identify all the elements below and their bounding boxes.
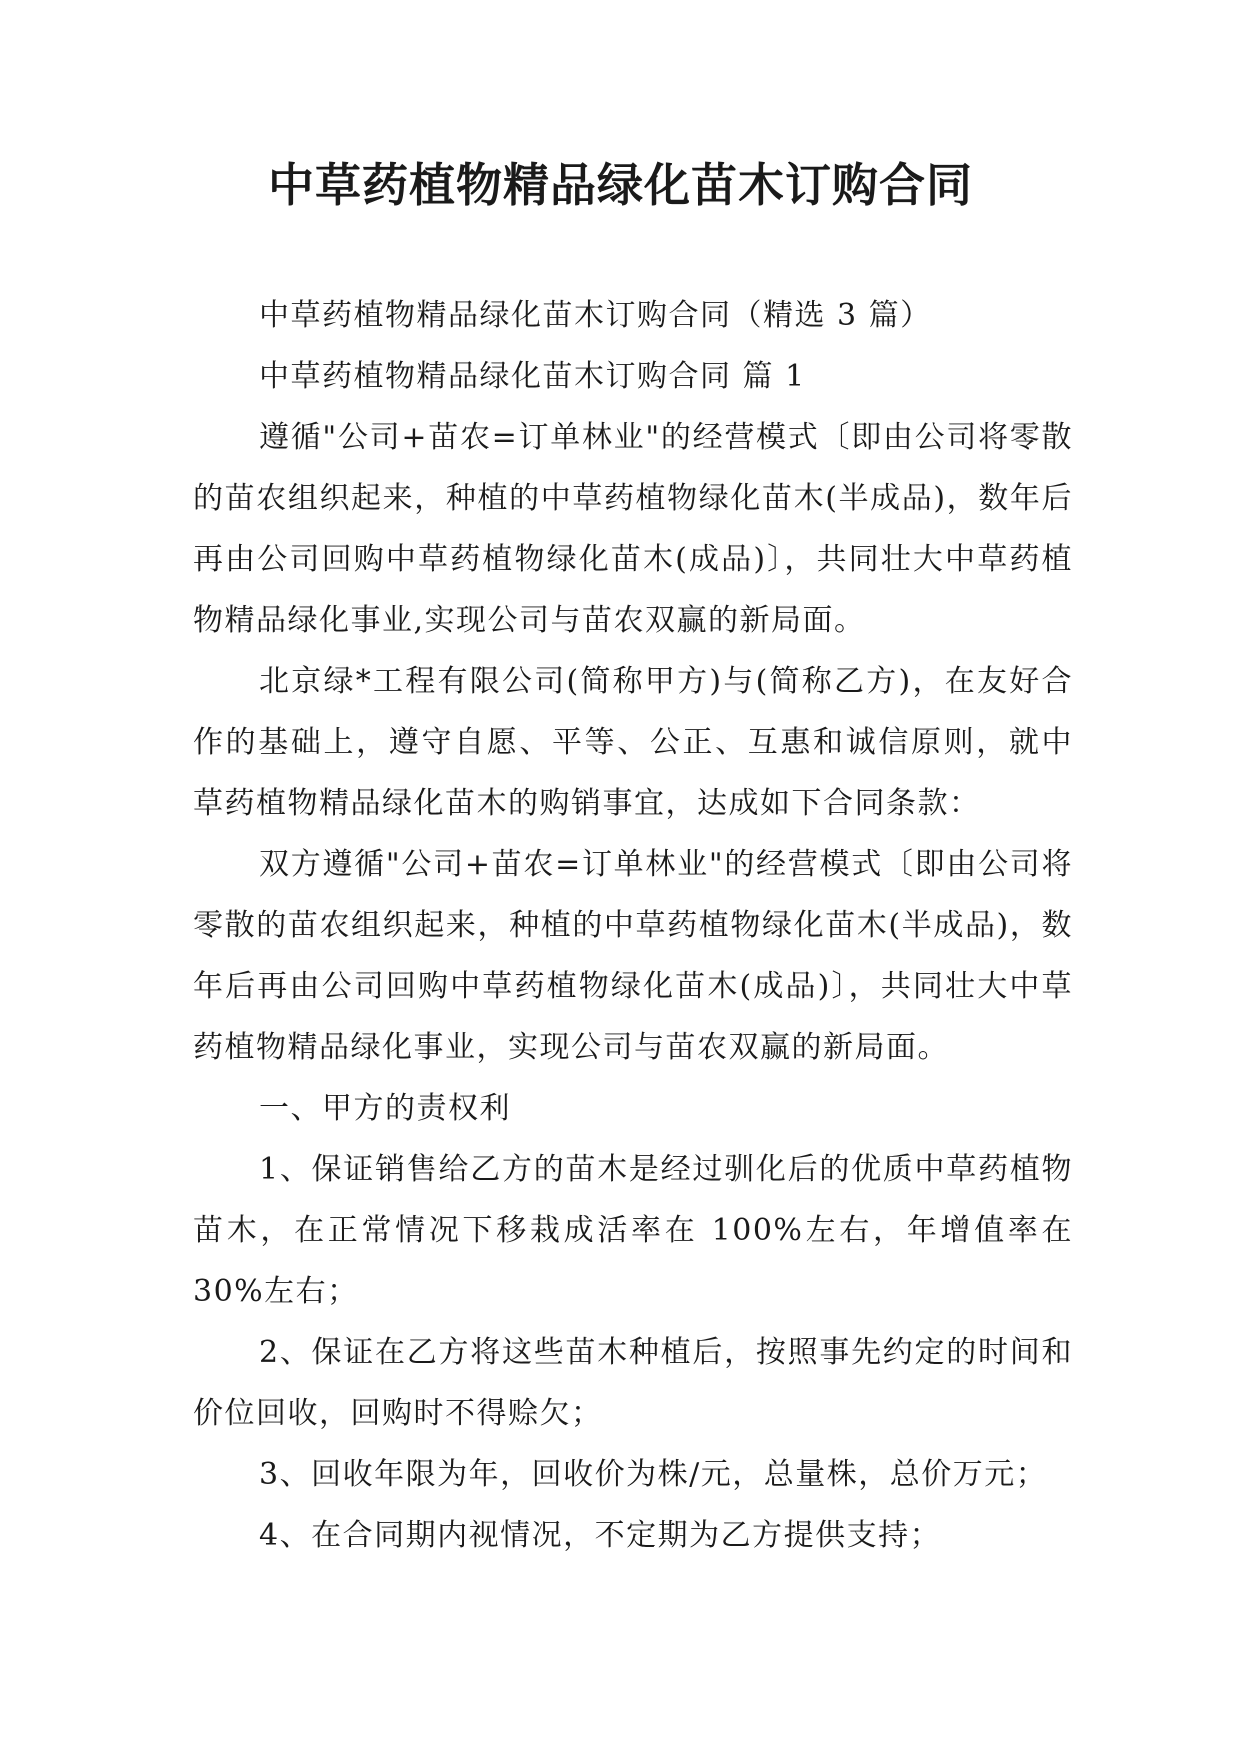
paragraph-business-model: 遵循"公司+苗农=订单林业"的经营模式〔即由公司将零散的苗农组织起来，种植的中草药植物绿化苗木(半成品)，数年后再由公司回购中草药植物绿化苗木(成品)〕，共同壮大中草药植物精品绿化事业,实现公司与苗农双赢的新局面。: [193, 420, 1073, 638]
clause-item-4: 4、在合同期内视情况，不定期为乙方提供支持；: [259, 1518, 942, 1553]
document-title: 中草药植物精品绿化苗木订购合同: [268, 158, 973, 212]
subtitle-selected-three: 中草药植物精品绿化苗木订购合同（精选 3 篇）: [259, 298, 932, 333]
clause-item-3: 3、回收年限为年，回收价为株/元，总量株，总价万元；: [259, 1457, 1048, 1492]
paragraph-parties: 北京绿*工程有限公司(简称甲方)与(简称乙方)，在友好合作的基础上，遵守自愿、平等、公正、互惠和诚信原则，就中草药植物精品绿化苗木的购销事宜，达成如下合同条款：: [193, 664, 1073, 821]
section-heading-part-1: 中草药植物精品绿化苗木订购合同 篇 1: [259, 359, 806, 394]
clause-heading-party-a: 一、甲方的责权利: [259, 1091, 511, 1126]
clause-item-2: 2、保证在乙方将这些苗木种植后，按照事先约定的时间和价位回收，回购时不得赊欠；: [193, 1335, 1073, 1431]
document-body: [193, 285, 1073, 1566]
paragraph-mutual-model: 双方遵循"公司+苗农=订单林业"的经营模式〔即由公司将零散的苗农组织起来，种植的中草药植物绿化苗木(半成品)，数年后再由公司回购中草药植物绿化苗木(成品)〕，共同壮大中草药植物精品绿化事业，实现公司与苗农双赢的新局面。: [193, 847, 1073, 1065]
clause-item-1: 1、保证销售给乙方的苗木是经过驯化后的优质中草药植物苗木，在正常情况下移栽成活率在 100%左右，年增值率在 30%左右；: [193, 1152, 1073, 1309]
